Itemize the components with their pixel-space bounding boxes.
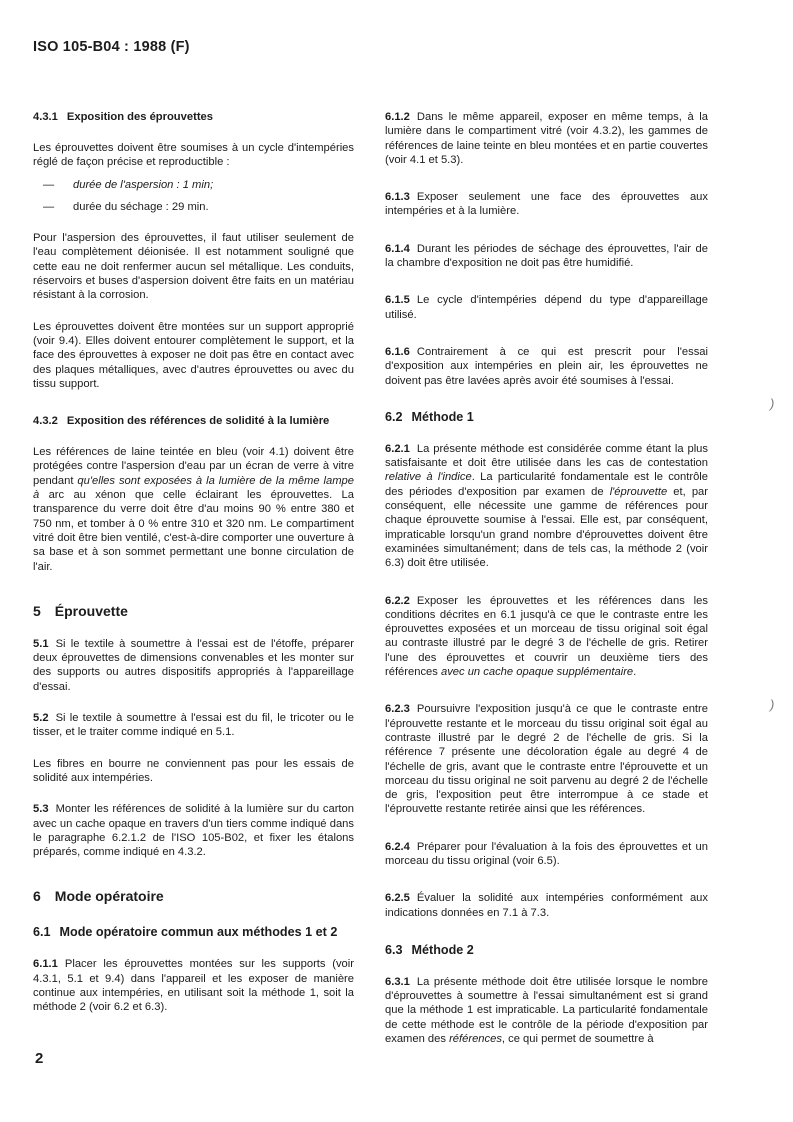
heading-number: 6.2	[385, 409, 403, 424]
text-run: , ce qui permet de soumettre à	[501, 1033, 654, 1046]
clause-number: 6.2.3	[385, 703, 410, 716]
clause-6-2-4	[385, 840, 708, 869]
dash-bullet: —	[43, 200, 55, 213]
clause-5-1	[33, 637, 354, 694]
clause-text: Poursuivre l'exposition jusqu'à ce que le contraste entre l'éprouvette restante et le morceau du tissu original soit égal au contraste illustré par le degré 2 de l'échelle de gris. Si la référence 7 présente une décoloration égale au degré 4 de l'échelle de gris, avant que le contraste entre l'éprouvette et un morceau du tissu original ne soit parvenu au degré 2 de l'échelle de gris, l'exposition peut être interrompue à ce stade et l'éprouvette restante retirée ainsi que les références.	[385, 703, 708, 816]
paragraph: Les éprouvettes doivent être montées sur un support approprié (voir 9.4). Elles doivent entourer complètement le support, et la face des éprouvettes à exposer ne doit pas être en contact avec des plaques métalliques, avec d'autres éprouvettes ou avec du tissu support.	[33, 320, 354, 390]
text-run: La présente méthode est considérée comme étant la plus satisfaisante et doit être utilisée dans les cas de contestation	[385, 442, 708, 470]
heading-title: Exposition des références de solidité à la lumière	[66, 415, 330, 428]
heading-6-3	[385, 942, 708, 958]
clause-number: 5.2	[33, 712, 49, 725]
heading-4-3-2	[33, 414, 354, 428]
paragraph: Les fibres en bourre ne conviennent pas pour les essais de solidité aux intempéries.	[33, 757, 354, 784]
heading-6-1	[33, 924, 354, 940]
clause-6-2-2	[385, 594, 708, 680]
paragraph: Pour l'aspersion des éprouvettes, il faut utiliser seulement de l'eau complètement déionisée. Il est notamment souligné que cette eau ne doit renfermer aucun sel métallique. Les conduits, réservoirs et buses d'aspersion doivent être faits en un matériau résistant à la corrosion.	[33, 232, 354, 302]
clause-number: 6.1.5	[385, 294, 410, 307]
clause-text: Évaluer la solidité aux intempéries conformément aux indications données en 7.1 à 7.3.	[385, 892, 708, 919]
clause-6-3-1	[385, 975, 708, 1046]
left-column	[33, 110, 354, 1015]
heading-number: 6.3	[385, 942, 403, 957]
heading-title: Méthode 1	[411, 409, 474, 424]
clause-6-1-5	[385, 293, 708, 322]
list-item	[33, 178, 354, 192]
clause-text: Dans le même appareil, exposer en même temps, à la lumière dans le compartiment vitré (voir 4.3.2), les gammes de références de laine teinte en bleu montées et en partie couvertes (voir 4.1 et 5.3).	[385, 111, 708, 166]
heading-number: 6.1	[33, 925, 51, 940]
italic-text-run: références	[449, 1033, 502, 1046]
heading-section-5	[33, 602, 354, 620]
clause-6-1-2	[385, 110, 708, 167]
text-run: Exposer les éprouvettes et les références dans les conditions décrites en 6.1 jusqu'à ce que le contraste entre les éprouvettes exposées et un morceau de tissu original soit égal au contraste illustré par le degré 3 de l'échelle de gris. Retirer l'une des éprouvettes et couvrir un deuxième tiers des références	[385, 594, 708, 679]
list-item	[33, 200, 354, 214]
clause-text: Placer les éprouvettes montées sur les supports (voir 4.3.1, 5.1 et 9.4) dans l'appareil et les exposer de manière continue aux intempéries, en utilisant soit la méthode 1, soit la méthode 2 (voir 6.2 et 6.3).	[33, 958, 354, 1014]
paragraph	[33, 445, 354, 574]
clause-6-2-1	[385, 442, 708, 571]
document-header: ISO 105-B04 : 1988 (F)	[33, 39, 190, 55]
clause-text: Monter les références de solidité à la lumière sur du carton avec un cache opaque en travers d'un tiers comme indiqué dans le paragraphe 6.2.1.2 de l'ISO 105-B02, et fixer les étalons préparés, comme indiqué en 4.3.2.	[33, 803, 354, 859]
text-run: Les références de laine teintée en bleu (voir 4.1) doivent être protégées contre l'aspersion d'eau par un écran de verre à vitre pendant	[33, 446, 354, 487]
clause-number: 6.1.3	[385, 191, 410, 204]
clause-6-1-6	[385, 345, 708, 388]
clause-text: Contrairement à ce qui est prescrit pour l'essai d'exposition aux intempéries en plein air, les éprouvettes ne doivent pas être lavées après avoir été soumises à l'essai.	[385, 345, 708, 387]
clause-number: 6.3.1	[385, 975, 410, 988]
heading-title: Exposition des éprouvettes	[66, 111, 213, 123]
heading-4-3-1	[33, 110, 354, 124]
clause-6-1-3	[385, 190, 708, 219]
text-run: .	[633, 666, 637, 679]
clause-6-1-1	[33, 957, 354, 1014]
clause-text: Si le textile à soumettre à l'essai est du fil, le tricoter ou le tisser, et le traiter comme indiqué en 5.1.	[33, 712, 354, 739]
heading-title: Méthode 2	[411, 942, 474, 957]
clause-6-1-4	[385, 242, 708, 271]
heading-title: Mode opératoire commun aux méthodes 1 et 2	[59, 925, 338, 940]
text-run: La présente méthode doit être utilisée lorsque le nombre d'éprouvettes à soumettre à l'essai simultanément est si grand que la méthode 1 est impraticable. La particularité fondamentale de cette méthode est le contrôle de la période d'exposition par examen des	[385, 975, 708, 1046]
heading-6-2	[385, 409, 708, 425]
clause-number: 5.1	[33, 637, 49, 650]
text-run: arc au xénon que celle éclairant les éprouvettes. La transparence du verre doit être d'au moins 90 % entre 380 et 750 nm, et tomber à 0 % entre 310 et 320 nm. Le compartiment vitré doit être bien ventilé, c'est-à-dire comporter une ouverture à sa base et à son sommet permettant une bonne circulation de l'air.	[33, 489, 354, 573]
heading-title: Mode opératoire	[54, 888, 164, 905]
clause-text: Exposer seulement une face des éprouvettes aux intempéries et à la lumière.	[385, 191, 708, 218]
list-item-text: durée du séchage : 29 min.	[73, 200, 209, 213]
clause-6-2-3	[385, 702, 708, 816]
clause-6-2-5	[385, 891, 708, 920]
clause-text: Si le textile à soumettre à l'essai est de l'étoffe, préparer deux éprouvettes de dimensions convenables et les monter sur des supports ou autres dispositifs appropriés à l'appareillage d'essai.	[33, 637, 354, 693]
margin-mark: )	[770, 697, 775, 712]
clause-number: 6.1.6	[385, 345, 410, 358]
clause-number: 6.1.2	[385, 111, 410, 123]
heading-title: Éprouvette	[54, 602, 128, 619]
clause-number: 5.3	[33, 803, 49, 816]
paragraph: Les éprouvettes doivent être soumises à un cycle d'intempéries réglé de façon précise et reproductible :	[33, 142, 354, 169]
page-number: 2	[35, 1050, 44, 1067]
heading-number: 6	[33, 888, 41, 905]
clause-number: 6.2.1	[385, 442, 410, 455]
dash-bullet: —	[43, 178, 55, 191]
text-run: et, par conséquent, elle nécessite une gamme de références pour chaque éprouvette soumise à l'essai. Elle est, par conséquent, impraticable lorsqu'un grand nombre d'éprouvettes doivent être examinées simultanément; dans de tels cas, la méthode 2 (voir 6.3) doit être utilisée.	[385, 485, 708, 570]
italic-text-run: relative à l'indice	[385, 471, 472, 484]
clause-text: Le cycle d'intempéries dépend du type d'appareillage utilisé.	[385, 294, 708, 321]
clause-5-3	[33, 802, 354, 859]
heading-number: 4.3.2	[33, 415, 58, 428]
clause-number: 6.2.4	[385, 840, 410, 853]
italic-text-run: avec un cache opaque supplémentaire	[440, 666, 634, 679]
clause-text: Durant les périodes de séchage des éprouvettes, l'air de la chambre d'exposition ne doit pas être humidifié.	[385, 242, 708, 270]
heading-number: 5	[33, 602, 41, 619]
clause-number: 6.1.4	[385, 242, 410, 255]
clause-number: 6.2.2	[385, 594, 410, 607]
list-item-text: durée de l'aspersion : 1 min;	[73, 178, 214, 191]
clause-number: 6.1.1	[33, 958, 58, 971]
clause-text: Préparer pour l'évaluation à la fois des éprouvettes et un morceau du tissu original (voir 6.5).	[385, 840, 708, 867]
heading-section-6	[33, 887, 354, 905]
right-column	[385, 110, 708, 1046]
italic-text-run: l'éprouvette	[609, 485, 668, 498]
clause-number: 6.2.5	[385, 892, 410, 905]
italic-text-run: qu'elles sont exposées à la lumière de la même lampe à	[33, 474, 354, 502]
heading-number: 4.3.1	[33, 111, 58, 123]
margin-mark: )	[770, 396, 775, 411]
text-run: . La particularité fondamentale est le contrôle des périodes d'exposition par examen de	[385, 471, 708, 498]
clause-5-2	[33, 711, 354, 740]
